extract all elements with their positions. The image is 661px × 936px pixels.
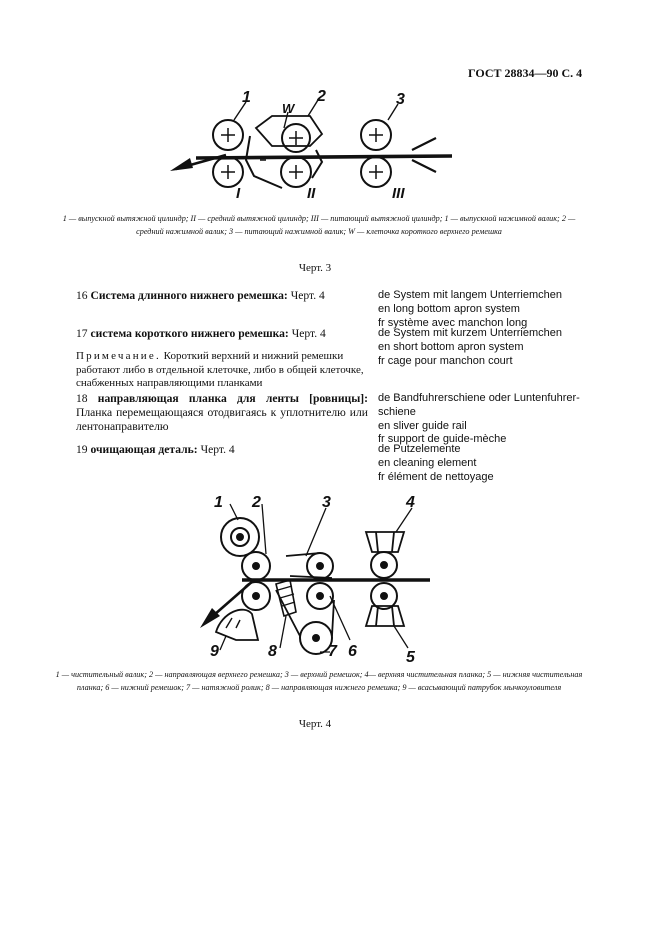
translation-fr: fr support de guide-mèche xyxy=(378,433,507,446)
fig3-label-3: 3 xyxy=(396,91,405,108)
page-header: ГОСТ 28834—90 С. 4 xyxy=(468,66,583,80)
term-16-text: Черт. 4 xyxy=(290,289,325,302)
term-19-text: Черт. 4 xyxy=(200,443,235,456)
fig3-label-i: I xyxy=(236,185,241,202)
figure-4-caption: 1 — чистительный валик; 2 — направляющая верхнего ремешка; 3 — верхний ремешок; 4— верхняя чистительная планка; 5 — нижняя чистительная планка; 6 — нижний ремешок; 7 — натяжной ролик; 8 — направляющая нижнего ремешка; 9 — всасывающий патрубок мычкоуловителя xyxy=(55,670,583,692)
fig3-label-w: W xyxy=(282,101,295,116)
figure-3-title: Черт. 3 xyxy=(298,262,332,274)
translation-en: en long bottom apron system xyxy=(378,302,520,315)
term-18-title: направляющая планка для ленты [ровницы]: xyxy=(97,392,368,405)
fig4-label-2: 2 xyxy=(252,494,261,511)
fig3-label-2: 2 xyxy=(317,88,326,105)
note-text: Короткий верхний и нижний ремешки работают либо в отдельной клеточке, либо в общей клеточке, снабженных направляющими планками xyxy=(76,350,364,390)
translation-fr: fr élément de nettoyage xyxy=(378,470,494,483)
term-16-number: 16 xyxy=(76,289,88,302)
note-label: Примечание. xyxy=(76,350,161,362)
translation-fr: fr système avec manchon long xyxy=(378,316,528,329)
translation-de: de Putzelemente xyxy=(378,443,461,455)
term-16-title: Система длинного нижнего ремешка: xyxy=(90,289,288,302)
translation-en: en short bottom apron system xyxy=(378,340,524,353)
translation-en: en cleaning element xyxy=(378,456,477,469)
term-17-number: 17 xyxy=(76,327,88,340)
fig4-label-3: 3 xyxy=(322,494,331,511)
fig4-label-6: 6 xyxy=(348,643,357,660)
fig4-label-4: 4 xyxy=(406,494,415,511)
term-18-text: Планка перемещающаяся отодвигаясь к уплотнителю или лентонаправителю xyxy=(76,406,368,433)
term-17-title: система короткого нижнего ремешка: xyxy=(90,327,289,340)
fig3-label-iii: III xyxy=(392,185,405,202)
translation-en: en sliver guide rail xyxy=(378,419,467,432)
fig4-label-5: 5 xyxy=(406,649,415,666)
translation-de-cont: schiene xyxy=(378,405,416,418)
term-19-title: очищающая деталь: xyxy=(90,443,198,456)
fig4-label-7: 7 xyxy=(328,643,337,660)
figure-3-caption: 1 — выпускной вытяжной цилиндр; II — средний вытяжной цилиндр; III — питающий вытяжной цилиндр; 1 — выпускной нажимной валик; 2 — средний нажимной валик; 3 — питающий нажимной валик; W — клеточка короткого верхнего ремешка xyxy=(62,214,576,236)
figure-4-title: Черт. 4 xyxy=(298,718,332,730)
fig3-label-ii: II xyxy=(307,185,316,202)
fig3-label-1: 1 xyxy=(242,89,251,106)
translation-fr: fr cage pour manchon court xyxy=(378,354,513,367)
translation-de: de Bandfuhrerschiene oder Luntenfuhrer- xyxy=(378,392,580,404)
term-19-number: 19 xyxy=(76,443,88,456)
fig4-label-8: 8 xyxy=(268,643,277,660)
translation-de: de System mit langem Unterriemchen xyxy=(378,289,563,301)
term-17-text: Черт. 4 xyxy=(291,327,326,340)
fig4-label-9: 9 xyxy=(210,643,219,660)
translation-de: de System mit kurzem Unterriemchen xyxy=(378,327,562,339)
fig4-label-1: 1 xyxy=(214,494,223,511)
term-18-number: 18 xyxy=(76,392,88,405)
